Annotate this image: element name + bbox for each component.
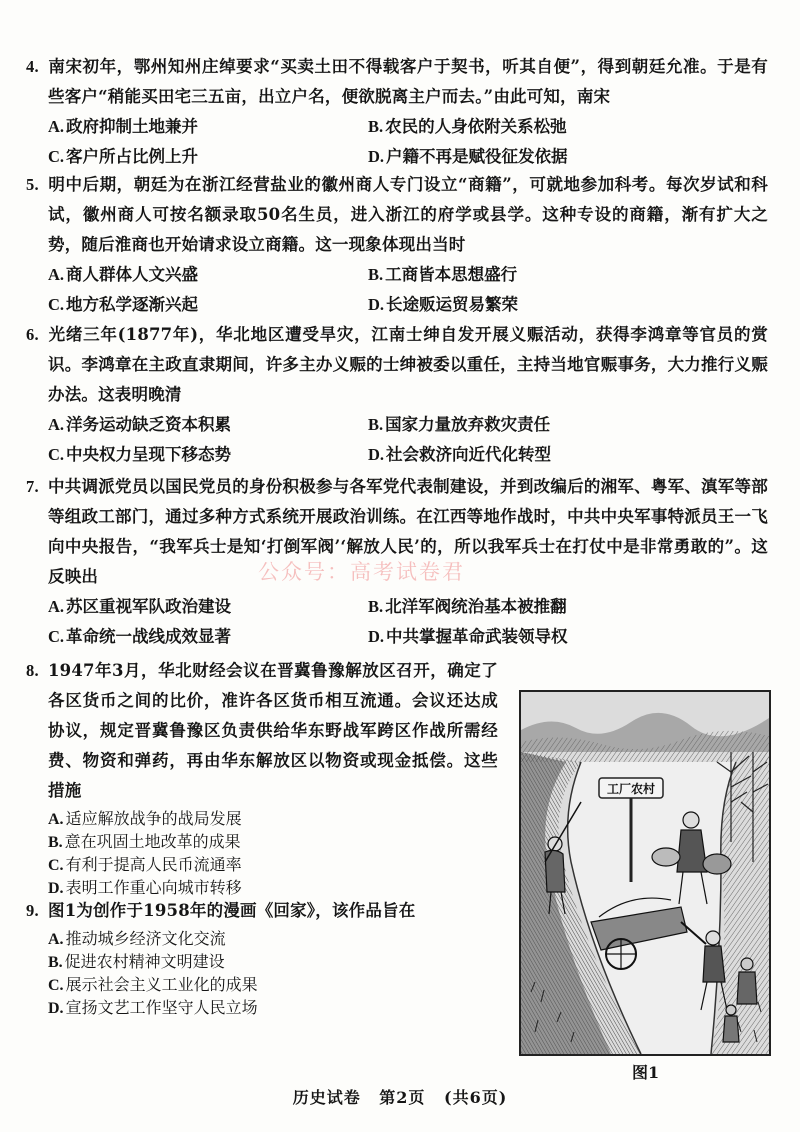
question-4 (26, 52, 768, 172)
question-number: 4. (26, 57, 39, 76)
option-b[interactable]: B. 促进农村精神文明建设 (48, 952, 225, 971)
options-grid (48, 410, 768, 470)
cartoon-figure (519, 690, 771, 1056)
question-stem (26, 170, 768, 260)
option-d[interactable]: D. 中共掌握革命武装领导权 (368, 627, 568, 646)
question-text: 图1为创作于1958年的漫画《回家》，该作品旨在 (48, 901, 416, 920)
question-text: 中共调派党员以国民党员的身份积极参与各军党代表制建设，并到改编后的湘军、粤军、滇军等部等组政工部门，通过多种方式系统开展政治训练。在江西等地作战时，中共中央军事特派员王一飞向中央报告，“我军兵士是知‘打倒军阀’‘解放人民’的，所以我军兵士在打仗中是非常勇敢的”。这反映出 (48, 477, 768, 586)
page-footer (0, 1085, 800, 1108)
question-number: 5. (26, 175, 39, 194)
option-c[interactable]: C. 中央权力呈现下移态势 (48, 445, 232, 464)
options-grid (48, 592, 768, 652)
option-d[interactable]: D. 表明工作重心向城市转移 (48, 878, 242, 897)
option-b[interactable]: B. 国家力量放弃救灾责任 (368, 415, 551, 434)
option-b[interactable]: B. 北洋军阀统治基本被推翻 (368, 597, 567, 616)
option-b[interactable]: B. 农民的人身依附关系松弛 (368, 117, 567, 136)
options-list (48, 806, 498, 898)
question-text: 南宋初年，鄂州知州庄绰要求“买卖土田不得载客户于契书，听其自便”，得到朝廷允准。于是有些客户“稍能买田宅三五亩，出立户名，便欲脱离主户而去。”由此可知，南宋 (48, 57, 768, 106)
question-text: 1947年3月，华北财经会议在晋冀鲁豫解放区召开，确定了各区货币之间的比价，准许各区货币相互流通。会议还达成协议，规定晋冀鲁豫区负责供给华东野战军跨区作战所需经费、物资和弹药，再由华东解放区以物资或现金抵偿。这些措施 (48, 661, 498, 800)
option-d[interactable]: D. 户籍不再是赋役征发依据 (368, 147, 568, 166)
cartoon-illustration (521, 692, 769, 1054)
question-6 (26, 320, 768, 470)
option-b[interactable]: B. 工商皆本思想盛行 (368, 265, 518, 284)
option-a[interactable]: A. 政府抑制土地兼并 (48, 117, 199, 136)
footer-subject: 历史试卷 (292, 1088, 361, 1107)
question-8 (26, 656, 498, 898)
option-a[interactable]: A. 适应解放战争的战局发展 (48, 809, 242, 828)
options-list (48, 926, 498, 1018)
figure-caption: 图1 (632, 1063, 660, 1082)
question-stem (26, 656, 498, 806)
footer-total: (共6页) (444, 1088, 508, 1107)
option-c[interactable]: C. 革命统一战线成效显著 (48, 627, 232, 646)
question-number: 9. (26, 901, 39, 920)
option-a[interactable]: A. 洋务运动缺乏资本积累 (48, 415, 232, 434)
option-d[interactable]: D. 长途贩运贸易繁荣 (368, 295, 519, 314)
option-c[interactable]: C. 有利于提高人民币流通率 (48, 855, 242, 874)
question-number: 8. (26, 661, 39, 680)
question-text: 光绪三年(1877年)，华北地区遭受旱灾，江南士绅自发开展义赈活动，获得李鸿章等官员的赏识。李鸿章在主政直隶期间，许多主办义赈的士绅被委以重任，主持当地官赈事务，大力推行义赈办法。这表明晚清 (48, 325, 768, 404)
question-5 (26, 170, 768, 320)
question-text: 明中后期，朝廷为在浙江经营盐业的徽州商人专门设立“商籍”，可就地参加科考。每次岁试和科试，徽州商人可按名额录取50名生员，进入浙江的府学或县学。这种专设的商籍，渐有扩大之势，随后淮商也开始请求设立商籍。这一现象体现出当时 (48, 175, 768, 254)
option-c[interactable]: C. 地方私学逐渐兴起 (48, 295, 199, 314)
options-grid (48, 112, 768, 172)
signpost-text: 工厂农村 (606, 782, 656, 796)
option-a[interactable]: A. 商人群体人文兴盛 (48, 265, 199, 284)
option-d[interactable]: D. 宣扬文艺工作坚守人民立场 (48, 998, 258, 1017)
option-a[interactable]: A. 苏区重视军队政治建设 (48, 597, 232, 616)
question-9 (26, 896, 498, 1018)
option-b[interactable]: B. 意在巩固土地改革的成果 (48, 832, 241, 851)
question-stem (26, 896, 498, 926)
option-c[interactable]: C. 客户所占比例上升 (48, 147, 199, 166)
option-c[interactable]: C. 展示社会主义工业化的成果 (48, 975, 258, 994)
option-d[interactable]: D. 社会救济向近代化转型 (368, 445, 552, 464)
options-grid (48, 260, 768, 320)
watermark-text: 公众号：高考试卷君 (258, 560, 465, 584)
question-stem (26, 320, 768, 410)
option-a[interactable]: A. 推动城乡经济文化交流 (48, 929, 226, 948)
question-stem (26, 52, 768, 112)
question-number: 7. (26, 477, 39, 496)
question-number: 6. (26, 325, 39, 344)
footer-page: 第2页 (379, 1088, 426, 1107)
